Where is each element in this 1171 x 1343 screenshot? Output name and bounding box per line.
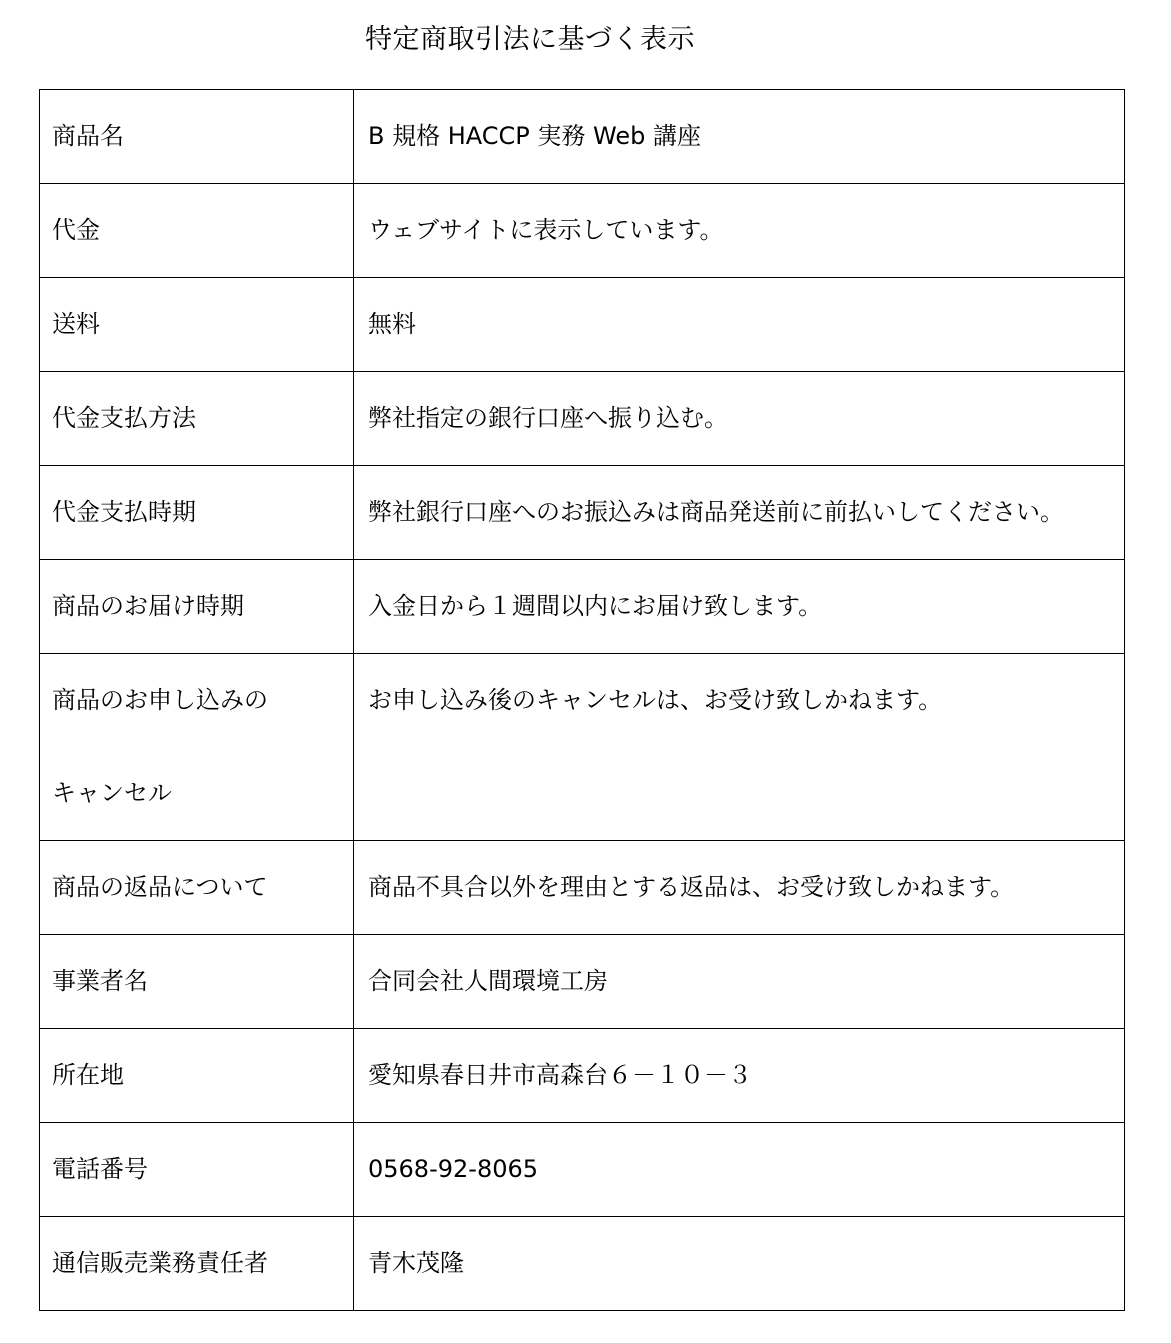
row-value-phone: 0568-92-8065 xyxy=(354,1123,1125,1217)
row-value-cancellation: お申し込み後のキャンセルは、お受け致しかねます。 xyxy=(354,654,1125,841)
row-label-payment-method: 代金支払方法 xyxy=(40,372,354,466)
table-row xyxy=(40,654,1125,841)
row-label-cancellation xyxy=(40,654,354,841)
row-label-manager: 通信販売業務責任者 xyxy=(40,1217,354,1311)
row-value-shipping: 無料 xyxy=(354,278,1125,372)
legal-disclosure-table xyxy=(39,89,1125,1311)
table-row xyxy=(40,1217,1125,1311)
row-label-price: 代金 xyxy=(40,184,354,278)
table-row xyxy=(40,841,1125,935)
row-label-cancellation-line2: キャンセル xyxy=(52,779,172,807)
table-row xyxy=(40,560,1125,654)
table-row xyxy=(40,90,1125,184)
table-row xyxy=(40,1029,1125,1123)
row-value-payment-timing: 弊社銀行口座へのお振込みは商品発送前に前払いしてください。 xyxy=(354,466,1125,560)
row-label-cancellation-line1: 商品のお申し込みの xyxy=(52,686,268,714)
row-value-payment-method: 弊社指定の銀行口座へ振り込む。 xyxy=(354,372,1125,466)
row-label-phone: 電話番号 xyxy=(40,1123,354,1217)
row-label-business-name: 事業者名 xyxy=(40,935,354,1029)
row-value-product-name: B 規格 HACCP 実務 Web 講座 xyxy=(354,90,1125,184)
table-row xyxy=(40,184,1125,278)
row-value-returns: 商品不具合以外を理由とする返品は、お受け致しかねます。 xyxy=(354,841,1125,935)
row-label-product-name: 商品名 xyxy=(40,90,354,184)
row-value-address: 愛知県春日井市高森台６－１０－３ xyxy=(354,1029,1125,1123)
row-value-delivery-timing: 入金日から１週間以内にお届け致します。 xyxy=(354,560,1125,654)
row-label-returns: 商品の返品について xyxy=(40,841,354,935)
row-label-payment-timing: 代金支払時期 xyxy=(40,466,354,560)
table-row xyxy=(40,278,1125,372)
row-value-business-name: 合同会社人間環境工房 xyxy=(354,935,1125,1029)
table-row xyxy=(40,466,1125,560)
row-value-manager: 青木茂隆 xyxy=(354,1217,1125,1311)
table-row xyxy=(40,372,1125,466)
table-row xyxy=(40,1123,1125,1217)
row-label-delivery-timing: 商品のお届け時期 xyxy=(40,560,354,654)
row-label-address: 所在地 xyxy=(40,1029,354,1123)
page-title: 特定商取引法に基づく表示 xyxy=(365,24,695,55)
row-label-shipping: 送料 xyxy=(40,278,354,372)
row-value-price: ウェブサイトに表示しています。 xyxy=(354,184,1125,278)
table-row xyxy=(40,935,1125,1029)
